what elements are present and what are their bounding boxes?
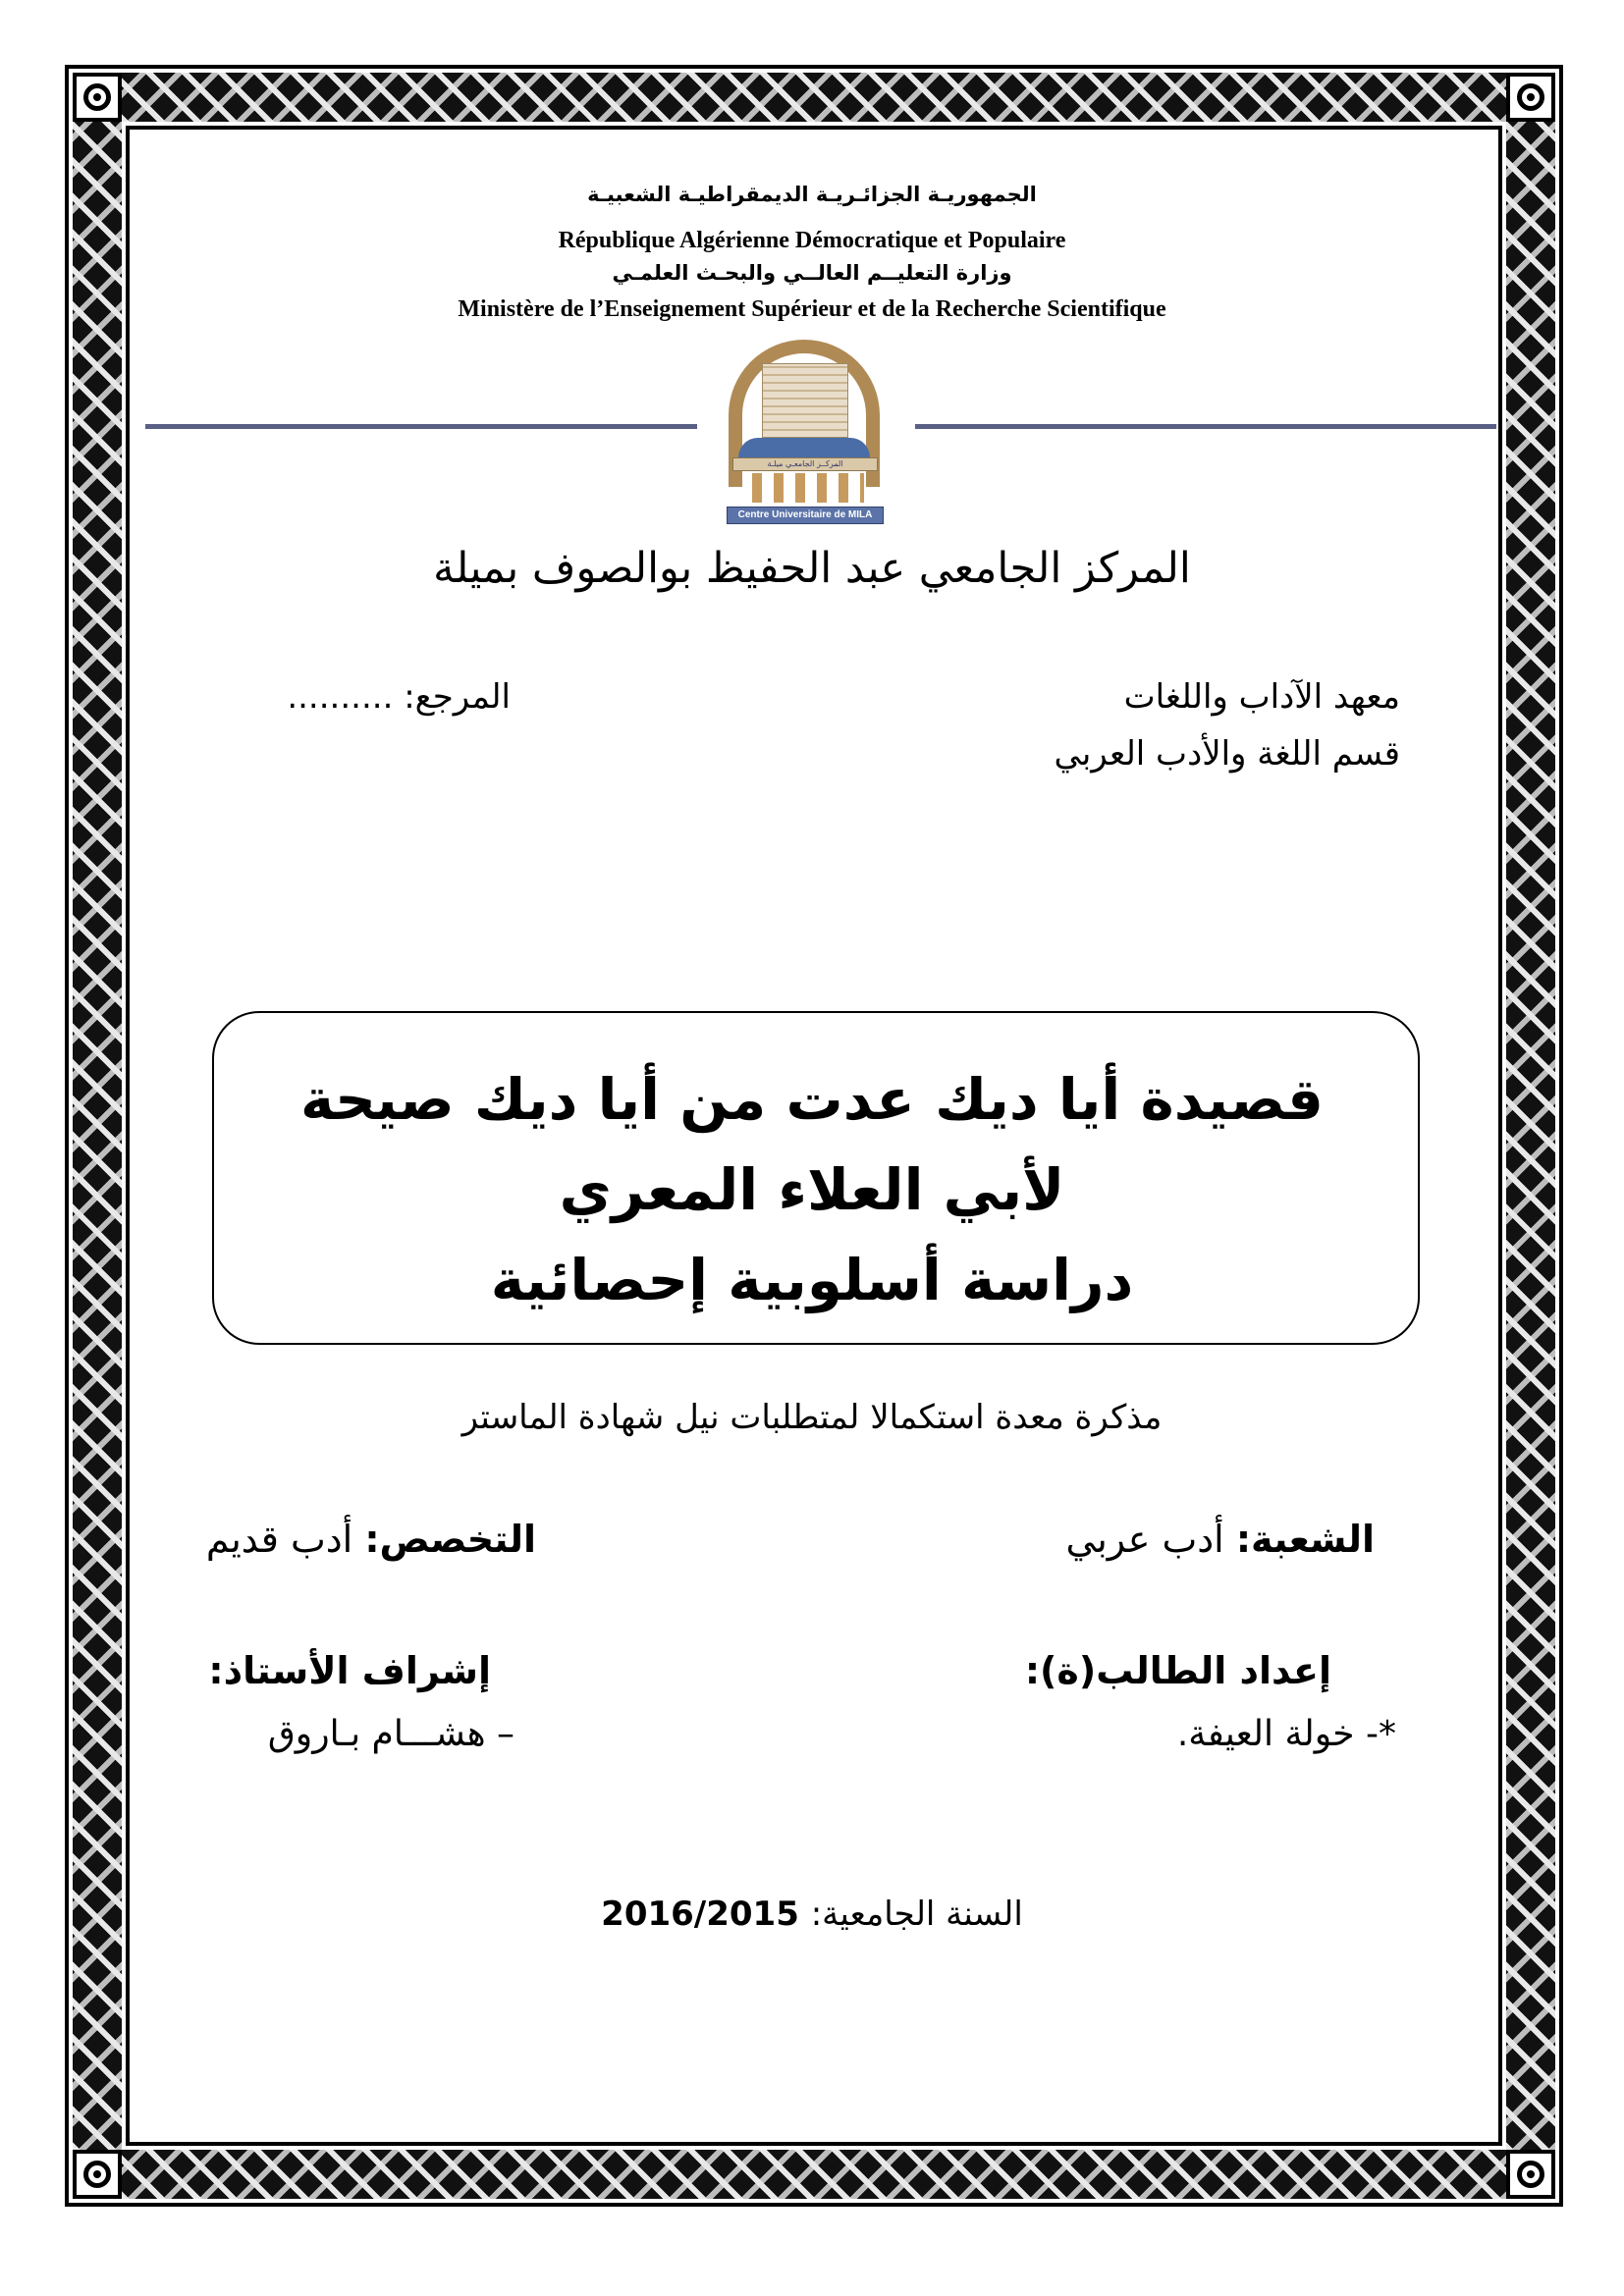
supervisor-name: – هشـــام بـاروق (267, 1714, 514, 1754)
specialty-field (206, 1518, 536, 1561)
frame-border-top (73, 73, 1555, 122)
memoir-note: مذكرة معدة استكمالا لمتطلبات نيل شهادة الماستر (461, 1398, 1163, 1437)
corner-ornament-icon (73, 73, 122, 122)
branch-field (1066, 1518, 1375, 1561)
logo-building-icon (762, 363, 848, 438)
ministry-french: Ministère de l’Enseignement Supérieur et de la Recherche Scientifique (458, 296, 1166, 322)
republic-arabic: الجمهوريـة الجزائـريـة الديمقراطيـة الشعبيـة (587, 183, 1037, 206)
logo-columns-icon (744, 473, 864, 503)
academic-year-value: 2016/2015 (601, 1895, 811, 1934)
thesis-title-line-3: دراسة أسلوبية إحصائية (490, 1247, 1134, 1313)
corner-ornament-icon (1506, 2150, 1555, 2199)
logo-arabic-band: المركــز الجامعـي ميلـة (732, 457, 878, 471)
frame-border-left (73, 73, 122, 2199)
student-heading: إعداد الطالب(ة): (1024, 1649, 1331, 1692)
specialty-value: أدب قديم (205, 1518, 365, 1561)
department-name: قسم اللغة والأدب العربي (1054, 734, 1400, 774)
reference-number: المرجع: .......... (287, 677, 511, 717)
university-name: المركز الجامعي عبد الحفيظ بوالصوف بميلة (433, 544, 1191, 593)
header-rule-left (145, 424, 697, 429)
academic-year-label: السنة الجامعية: (810, 1895, 1023, 1934)
thesis-title-line-1: قصيدة أيا ديك عدت من أيا ديك صيحة (299, 1066, 1325, 1133)
logo-book-icon (738, 438, 870, 457)
supervisor-heading: إشراف الأستاذ: (208, 1649, 491, 1692)
student-name: *- خولة العيفة. (1176, 1714, 1396, 1754)
branch-value: أدب عربي (1065, 1518, 1236, 1561)
logo-caption: Centre Universitaire de MILA (727, 507, 884, 524)
specialty-label: التخصص: (364, 1518, 536, 1561)
ministry-arabic: وزارة التعليــم العالــي والبحـث العلمـي (612, 261, 1012, 285)
thesis-title-line-2: لأبي العلاء المعري (559, 1156, 1065, 1223)
republic-french: République Algérienne Démocratique et Populaire (558, 228, 1066, 253)
corner-ornament-icon (1506, 73, 1555, 122)
frame-border-right (1506, 73, 1555, 2199)
university-logo (723, 334, 886, 526)
corner-ornament-icon (73, 2150, 122, 2199)
branch-label: الشعبة: (1235, 1518, 1375, 1561)
frame-border-bottom (73, 2150, 1555, 2199)
academic-year (0, 1895, 1624, 1934)
header-rule-right (915, 424, 1496, 429)
institute-name: معهد الآداب واللغات (1123, 677, 1400, 717)
